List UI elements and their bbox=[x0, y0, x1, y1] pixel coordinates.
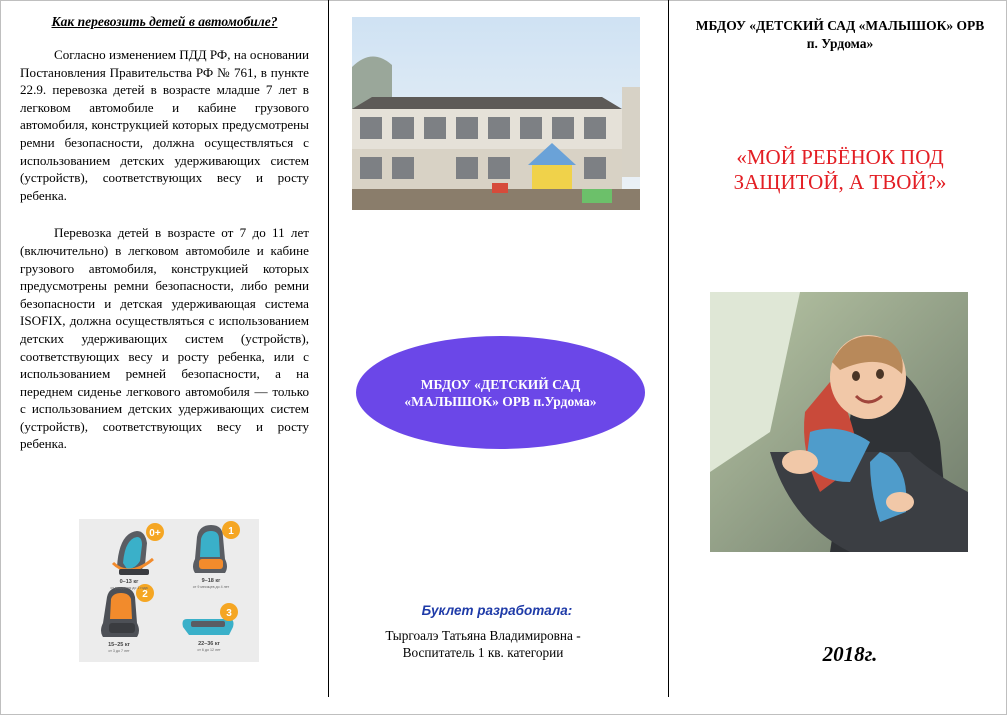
left-heading: Как перевозить детей в автомобиле? bbox=[51, 14, 278, 29]
column-divider-left bbox=[328, 0, 329, 697]
seat-group-0-badge: 0+ bbox=[149, 528, 161, 539]
organization-title: МБДОУ «ДЕТСКИЙ САД «МАЛЫШОК» ОРВ п. Урдома» bbox=[695, 18, 985, 51]
seat-group-2-weight: 15–25 кг bbox=[108, 642, 130, 648]
seat-group-3-note: от 6 до 12 лет bbox=[197, 648, 221, 652]
seat-group-2-badge: 2 bbox=[142, 589, 148, 600]
organization-ellipse bbox=[356, 336, 645, 449]
seat-group-1-badge: 1 bbox=[228, 526, 234, 537]
seat-group-1-weight: 9–18 кг bbox=[201, 578, 221, 584]
seat-group-1-note: от 9 месяцев до 4 лет bbox=[192, 585, 230, 589]
seat-group-0-note: от рождения до 1 года bbox=[110, 586, 148, 590]
seat-group-3-badge: 3 bbox=[226, 608, 232, 619]
ellipse-text: МБДОУ «ДЕТСКИЙ САД «МАЛЫШОК» ОРВ п.Урдома» bbox=[404, 376, 597, 409]
slogan: «МОЙ РЕБЁНОК ПОД ЗАЩИТОЙ, А ТВОЙ?» bbox=[733, 145, 947, 194]
author-name: Тыргоалэ Татьяна Владимировна - Воспитатель 1 кв. категории bbox=[385, 628, 581, 660]
seat-group-0-weight: 0–13 кг bbox=[119, 579, 139, 585]
paragraph-1: Согласно изменением ПДД РФ, на основании Постановления Правительства РФ № 761, в пункте 22.9. перевозка детей в возрасте младше 7 лет в легковом автомобиле и кабине грузового автомобиля, конструкцией которых предусмотрены ремни безопасности, должна осуществляться с использованием детских удерживающих систем (устройств), соответствующих весу и росту ребенка. bbox=[20, 47, 309, 203]
paragraph-2: Перевозка детей в возрасте от 7 до 11 лет (включительно) в легковом автомобиле и кабине грузового автомобиля, конструкцией которых предусмотрены ремни безопасности, либо ремни безопасности и детская удерживающая система ISOFIX, должна осуществляться с использованием детских удерживающих систем (устройств), соответствующих весу и росту ребенка, или с использованием ремней безопасности, а на переднем сиденье легкового автомобиля — только с использованием детских удерживающих систем (устройств), соответствующих весу и росту ребенка. bbox=[20, 225, 309, 452]
seat-group-3-weight: 22–36 кг bbox=[198, 641, 220, 647]
kindergarten-building-photo bbox=[352, 17, 640, 210]
child-seat-groups-image bbox=[79, 519, 259, 662]
baby-in-car-seat-photo bbox=[710, 292, 968, 552]
column-divider-right bbox=[668, 0, 669, 697]
year: 2018г. bbox=[822, 642, 878, 666]
left-column bbox=[20, 14, 309, 453]
seat-group-3-illustration bbox=[183, 619, 234, 635]
author-label: Буклет разработала: bbox=[421, 603, 573, 618]
seat-group-2-note: от 3 до 7 лет bbox=[108, 649, 130, 653]
